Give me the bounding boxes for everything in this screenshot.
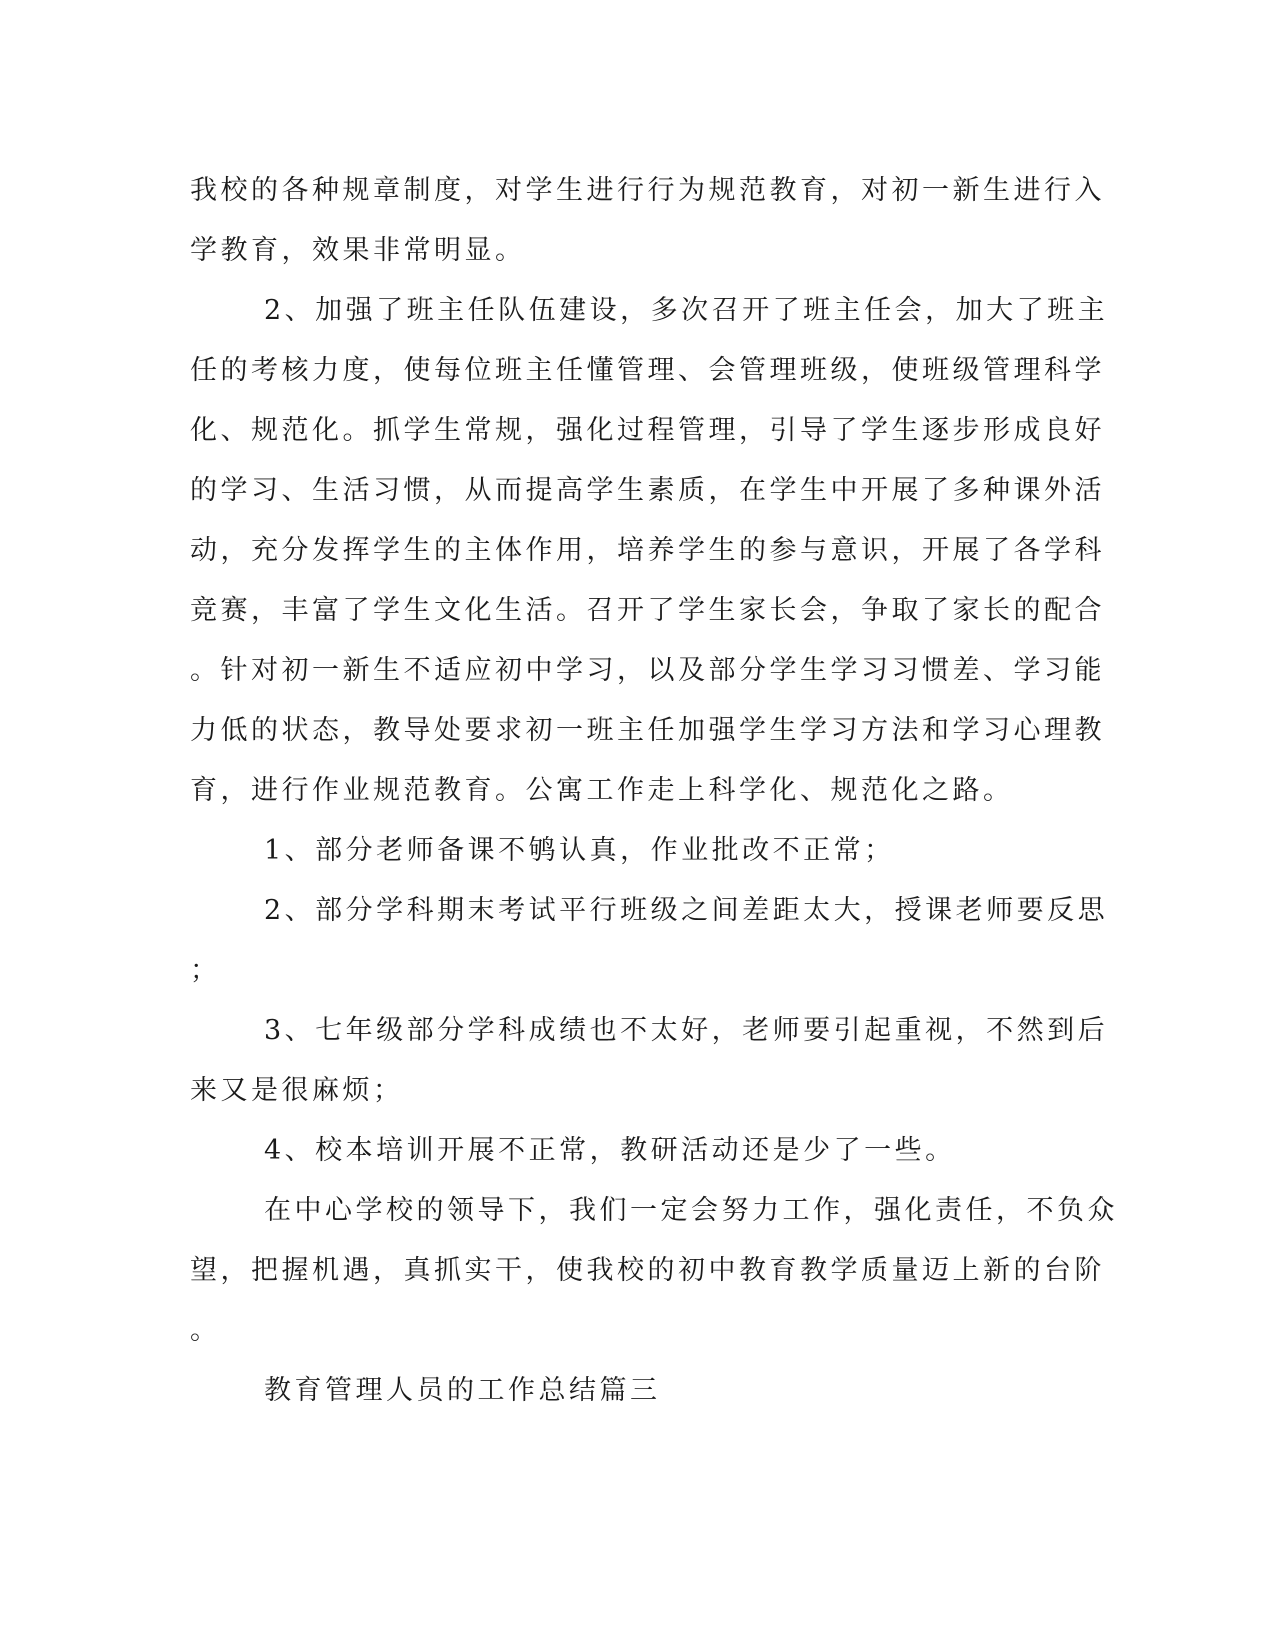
- text-line: 我校的各种规章制度，对学生进行行为规范教育，对初一新生进行入: [190, 175, 1105, 206]
- list-item-3: 3、七年级部分学科成绩也不太好，老师要引起重视，不然到后: [264, 1015, 1109, 1046]
- document-body: [190, 161, 1118, 1421]
- text-line: 动，充分发挥学生的主体作用，培养学生的参与意识，开展了各学科: [190, 535, 1105, 566]
- text-line: 来又是很麻烦；: [190, 1075, 404, 1106]
- list-item-1: 1、部分老师备课不鸲认真，作业批改不正常；: [264, 835, 895, 866]
- list-item-2: 2、部分学科期末考试平行班级之间差距太大，授课老师要反思: [264, 895, 1109, 926]
- text-line: 望，把握机遇，真抓实干，使我校的初中教育教学质量迈上新的台阶: [190, 1255, 1105, 1286]
- paragraph-start: 2、加强了班主任队伍建设，多次召开了班主任会，加大了班主: [264, 295, 1109, 326]
- text-line: 学教育，效果非常明显。: [190, 235, 526, 266]
- text-line: 。针对初一新生不适应初中学习，以及部分学生学习习惯差、学习能: [190, 655, 1105, 686]
- text-line: 任的考核力度，使每位班主任懂管理、会管理班级，使班级管理科学: [190, 355, 1105, 386]
- text-line: 的学习、生活习惯，从而提高学生素质，在学生中开展了多种课外活: [190, 475, 1105, 506]
- section-heading: 教育管理人员的工作总结篇三: [264, 1375, 661, 1406]
- text-line: 化、规范化。抓学生常规，强化过程管理，引导了学生逐步形成良好: [190, 415, 1105, 446]
- text-line: 育，进行作业规范教育。公寓工作走上科学化、规范化之路。: [190, 775, 1014, 806]
- list-item-4: 4、校本培训开展不正常，教研活动还是少了一些。: [264, 1135, 956, 1166]
- text-line: ；: [190, 955, 221, 986]
- text-line: 。: [190, 1315, 221, 1346]
- paragraph-start: 在中心学校的领导下，我们一定会努力工作，强化责任，不负众: [264, 1195, 1118, 1226]
- text-line: 力低的状态，教导处要求初一班主任加强学生学习方法和学习心理教: [190, 715, 1105, 746]
- text-line: 竞赛，丰富了学生文化生活。召开了学生家长会，争取了家长的配合: [190, 595, 1105, 626]
